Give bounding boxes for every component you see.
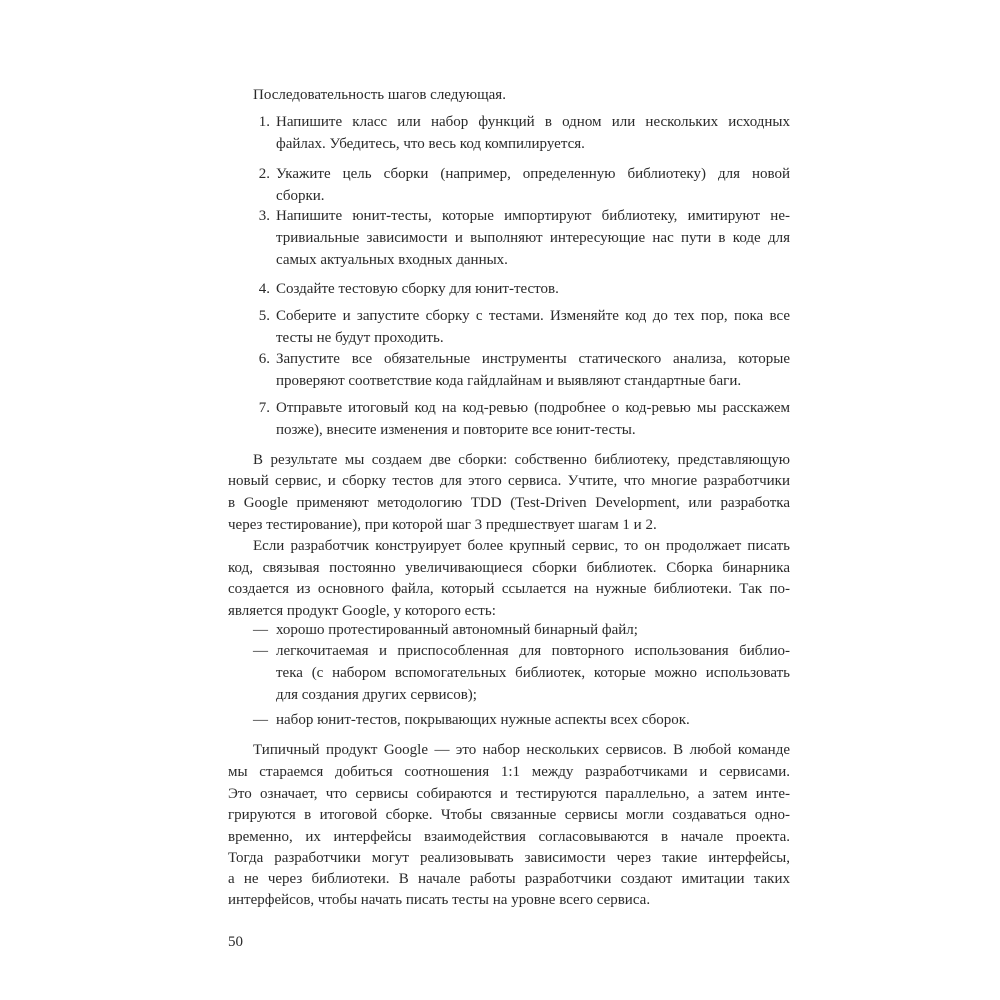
paragraph-line: Тогда разработчики могут реализовывать зависимости через такие интерфейсы,: [228, 850, 790, 866]
paragraph-line: является продукт Google, у которого есть:: [228, 603, 496, 619]
step-number: 2.: [258, 166, 270, 182]
step-text-line: тесты не будут проходить.: [276, 330, 444, 346]
step-text-line: самых актуальных входных данных.: [276, 252, 508, 268]
bullet-text-line: легкочитаемая и приспособленная для повторного использования библио-: [276, 643, 790, 659]
step-text-line: Соберите и запустите сборку с тестами. Изменяйте код до тех пор, пока все: [276, 308, 790, 324]
bullet-text-line: тека (с набором вспомогательных библиотек, которые можно использовать: [276, 665, 790, 681]
paragraph-line: грируются в итоговой сборке. Чтобы связанные сервисы могли создаваться одно-: [228, 807, 790, 823]
bullet-text-line: набор юнит-тестов, покрывающих нужные аспекты всех сборок.: [276, 712, 690, 728]
em-dash-bullet: —: [253, 712, 268, 728]
em-dash-bullet: —: [253, 643, 268, 659]
step-text-line: сборки.: [276, 188, 325, 204]
step-number: 5.: [258, 308, 270, 324]
paragraph-line: новый сервис, и сборку тестов для этого сервиса. Учтите, что многие разработчики: [228, 473, 790, 489]
step-text-line: тривиальные зависимости и выполняют интересующие нас пути в коде для: [276, 230, 790, 246]
paragraph-line: в Google применяют методологию TDD (Test-Driven Development, или разработка: [228, 495, 790, 511]
paragraph-line: В результате мы создаем две сборки: собственно библиотеку, представляющую: [253, 452, 790, 468]
step-text-line: Напишите класс или набор функций в одном или нескольких исходных: [276, 114, 790, 130]
paragraph-line: создается из основного файла, который ссылается на нужные библиотеки. Так по-: [228, 581, 790, 597]
bullet-text-line: для создания других сервисов);: [276, 687, 477, 703]
step-text-line: Напишите юнит-тесты, которые импортируют библиотеку, имитируют не-: [276, 208, 790, 224]
step-text-line: Отправьте итоговый код на код-ревью (подробнее о код-ревью мы расскажем: [276, 400, 790, 416]
step-number: 1.: [258, 114, 270, 130]
paragraph-line: мы стараемся добиться соотношения 1:1 между разработчиками и сервисами.: [228, 764, 790, 780]
step-text-line: Запустите все обязательные инструменты статического анализа, которые: [276, 351, 790, 367]
step-text-line: файлах. Убедитесь, что весь код компилируется.: [276, 136, 585, 152]
paragraph-line: интерфейсов, чтобы начать писать тесты на уровне всего сервиса.: [228, 892, 651, 908]
paragraph-line: временно, их интерфейсы взаимодействия согласовываются в начале проекта.: [228, 829, 790, 845]
paragraph-line: Типичный продукт Google — это набор нескольких сервисов. В любой команде: [253, 742, 790, 758]
step-number: 7.: [258, 400, 270, 416]
paragraph-line: через тестирование), при которой шаг 3 предшествует шагам 1 и 2.: [228, 517, 657, 533]
intro-text: Последовательность шагов следующая.: [253, 87, 506, 103]
em-dash-bullet: —: [253, 622, 268, 638]
step-number: 4.: [258, 281, 270, 297]
step-text-line: Создайте тестовую сборку для юнит-тестов.: [276, 281, 559, 297]
paragraph-line: Это означает, что сервисы собираются и тестируются параллельно, а затем инте-: [228, 786, 790, 802]
step-text-line: Укажите цель сборки (например, определенную библиотеку) для новой: [276, 166, 790, 182]
paragraph-line: Если разработчик конструирует более крупный сервис, то он продолжает писать: [253, 538, 790, 554]
paragraph-line: код, связывая постоянно увеличивающиеся сборки библиотек. Сборка бинарника: [228, 560, 790, 576]
page-number: 50: [228, 934, 243, 950]
bullet-text-line: хорошо протестированный автономный бинарный файл;: [276, 622, 638, 638]
step-number: 6.: [258, 351, 270, 367]
step-text-line: позже), внесите изменения и повторите все юнит-тесты.: [276, 422, 636, 438]
step-text-line: проверяют соответствие кода гайдлайнам и выявляют стандартные баги.: [276, 373, 742, 389]
step-number: 3.: [258, 208, 270, 224]
paragraph-line: а не через библиотеки. В начале работы разработчики создают имитации таких: [228, 871, 790, 887]
